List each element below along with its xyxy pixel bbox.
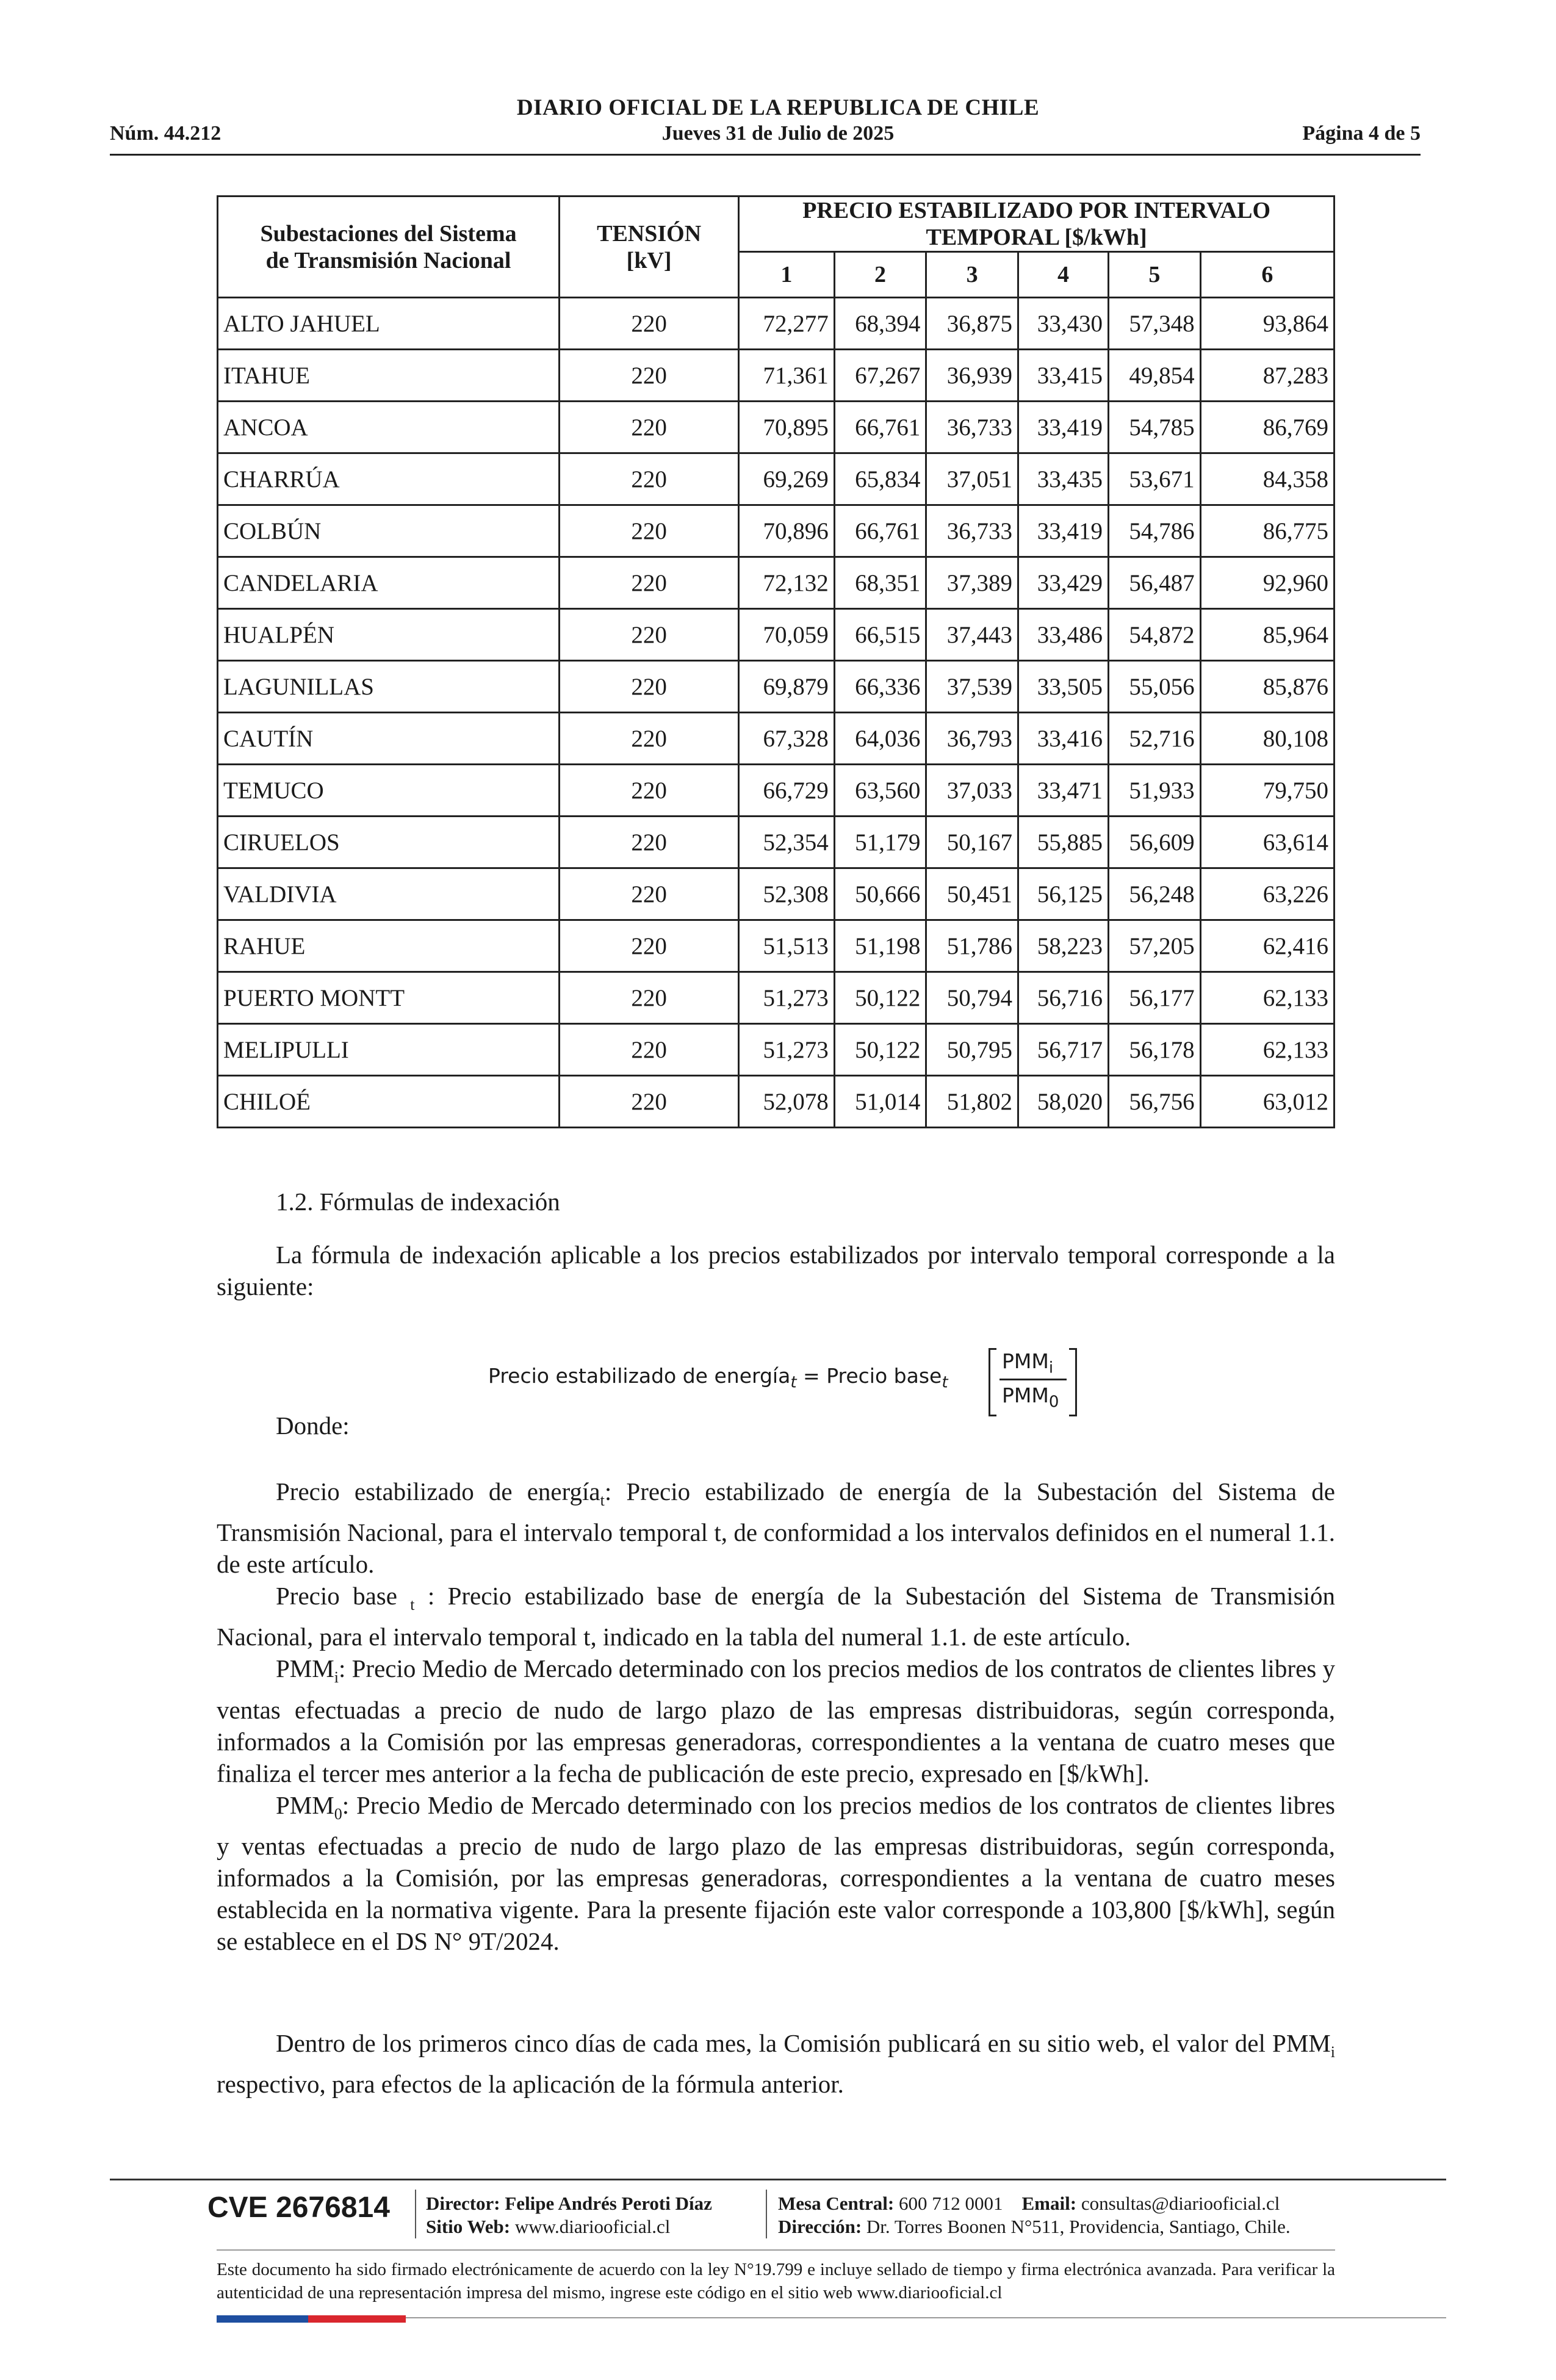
section-heading: 1.2. Fórmulas de indexación [276,1188,560,1216]
voltage-cell: 220 [560,713,739,765]
signature-note: Este documento ha sido firmado electrónicamente de acuerdo con la ley N°19.799 e incluye sellado de tiempo y firma electrónica avanzada. Para verificar la autenticidad de una representación impresa del mismo, ingrese este código en el sitio web www.diariooficial.cl [217,2260,1335,2302]
price-cell: 66,761 [834,505,926,557]
price-cell: 67,328 [739,713,835,765]
substation-name: CHILOÉ [218,1076,560,1128]
formula-denominator: $PMM_0$ [1002,1383,1059,1412]
closing-paragraph: Dentro de los primeros cinco días de cada mes, la Comisión publicará en su sitio web, el valor del $PMM_i$ respectivo, para efectos de la aplicación de la fórmula anterior. [217,2029,1335,2099]
table-row [218,453,1334,505]
price-table [217,195,1335,1128]
price-cell: 49,854 [1109,350,1201,402]
price-cell: 36,875 [926,298,1018,350]
table-row [218,661,1334,713]
price-cell: 69,879 [739,661,835,713]
price-cell: 85,964 [1200,609,1334,661]
substation-name: LAGUNILLAS [218,661,560,713]
table-row [218,1076,1334,1128]
price-cell: 57,205 [1109,920,1201,972]
price-cell: 37,389 [926,557,1018,609]
table-row [218,972,1334,1024]
price-cell: 37,443 [926,609,1018,661]
substation-name: CANDELARIA [218,557,560,609]
table-row [218,817,1334,868]
table-row [218,350,1334,402]
voltage-cell: 220 [560,920,739,972]
price-cell: 63,226 [1200,868,1334,920]
voltage-cell: 220 [560,765,739,817]
newspaper-title: DIARIO OFICIAL DE LA REPUBLICA DE CHILE [516,95,1040,120]
price-cell: 62,133 [1200,1024,1334,1076]
price-cell: 51,179 [834,817,926,868]
price-cell: 33,429 [1018,557,1108,609]
price-cell: 70,896 [739,505,835,557]
email-link[interactable]: consultas@diariooficial.cl [1081,2193,1280,2214]
voltage-cell: 220 [560,661,739,713]
price-cell: 56,487 [1109,557,1201,609]
substation-name: CHARRÚA [218,453,560,505]
intro-paragraph [217,1239,1335,1302]
table-row [218,920,1334,972]
issue-date: Jueves 31 de Julio de 2025 [661,122,895,145]
price-cell: 51,786 [926,920,1018,972]
voltage-cell: 220 [560,350,739,402]
substation-name: CIRUELOS [218,817,560,868]
price-cell: 56,716 [1018,972,1108,1024]
price-cell: 33,435 [1018,453,1108,505]
price-cell: 86,769 [1200,402,1334,453]
price-cell: 64,036 [834,713,926,765]
donde-label: Donde: [276,1412,350,1440]
interval-header: 6 [1200,252,1334,298]
table-row [218,1024,1334,1076]
price-cell: 58,020 [1018,1076,1108,1128]
interval-header: 2 [834,252,926,298]
header-price: PRECIO ESTABILIZADO POR INTERVALO TEMPORAL [$/kWh] [739,197,1334,252]
price-cell: 37,539 [926,661,1018,713]
header-divider [110,154,1421,156]
price-cell: 79,750 [1200,765,1334,817]
interval-header: 4 [1018,252,1108,298]
price-cell: 50,122 [834,1024,926,1076]
price-cell: 68,351 [834,557,926,609]
price-cell: 33,430 [1018,298,1108,350]
voltage-cell: 220 [560,298,739,350]
table-row [218,298,1334,350]
price-cell: 52,354 [739,817,835,868]
price-cell: 33,419 [1018,402,1108,453]
site-link[interactable]: www.diariooficial.cl [514,2216,671,2237]
price-cell: 71,361 [739,350,835,402]
price-cell: 36,939 [926,350,1018,402]
price-cell: 66,336 [834,661,926,713]
phone-number: 600 712 0001 [899,2193,1003,2214]
substation-name: ALTO JAHUEL [218,298,560,350]
voltage-cell: 220 [560,402,739,453]
substation-name: PUERTO MONTT [218,972,560,1024]
price-cell: 63,614 [1200,817,1334,868]
table-row [218,557,1334,609]
price-cell: 92,960 [1200,557,1334,609]
voltage-cell: 220 [560,505,739,557]
price-cell: 70,895 [739,402,835,453]
substation-name: CAUTÍN [218,713,560,765]
footer-director-block: Director: Felipe Andrés Peroti Díaz Sitio Web: www.diariooficial.cl [426,2193,712,2237]
footer-separator [415,2190,416,2238]
price-cell: 84,358 [1200,453,1334,505]
header-voltage: TENSIÓN [kV] [560,197,739,298]
footer-divider-3 [406,2317,1446,2318]
price-cell: 67,267 [834,350,926,402]
price-cell: 33,486 [1018,609,1108,661]
intro-text: La fórmula de indexación aplicable a los precios estabilizados por intervalo temporal corresponde a la siguiente: [217,1241,1335,1300]
definition-pmm-0: $PMM_0$: Precio Medio de Mercado determinado con los precios medios de los contratos de clientes libres y ventas efectuadas a precio de nudo de largo plazo de las empresas distribuidoras, según corresponda, informados a la Comisión, por las empresas generadoras, correspondientes a la ventana de cuatro meses establecida en la normativa vigente. Para la presente fijación este valor corresponde a 103,800 [$/kWh], según se establece en el DS N° 9T/2024. [217,1790,1335,1955]
price-cell: 93,864 [1200,298,1334,350]
price-cell: 72,132 [739,557,835,609]
interval-header: 5 [1109,252,1201,298]
substation-name: MELIPULLI [218,1024,560,1076]
director-name: Felipe Andrés Peroti Díaz [505,2193,712,2214]
definition-pmm-i: $PMM_i$: Precio Medio de Mercado determinado con los precios medios de los contratos de clientes libres y ventas efectuadas a precio de nudo de largo plazo de las empresas distribuidoras, según corresponda, informados a la Comisión por las empresas generadoras, correspondientes a la ventana de cuatro meses que finaliza el tercer mes anterior a la fecha de publicación de este precio, expresado en [$/kWh]. [217,1654,1335,1787]
voltage-cell: 220 [560,557,739,609]
price-cell: 51,933 [1109,765,1201,817]
substation-name: VALDIVIA [218,868,560,920]
footer-divider-2 [217,2249,1335,2251]
substation-name: TEMUCO [218,765,560,817]
price-cell: 36,733 [926,402,1018,453]
page-indicator: Página 4 de 5 [1302,122,1421,145]
price-cell: 57,348 [1109,298,1201,350]
price-cell: 50,794 [926,972,1018,1024]
price-cell: 50,666 [834,868,926,920]
price-cell: 66,761 [834,402,926,453]
header-substation: Subestaciones del Sistema de Transmisión Nacional [218,197,560,298]
substation-name: COLBÚN [218,505,560,557]
price-cell: 33,415 [1018,350,1108,402]
definition-precio-base: Precio base $_t$ : Precio estabilizado base de energía de la Subestación del Sistema de Transmisión Nacional, para el intervalo temporal t, indicado en la tabla del numeral 1.1. de este artículo. [217,1582,1336,1651]
price-cell: 51,513 [739,920,835,972]
price-cell: 54,872 [1109,609,1201,661]
formula-numerator: $PMM_i$ [1002,1349,1054,1377]
table-row [218,868,1334,920]
interval-header: 3 [926,252,1018,298]
price-cell: 52,716 [1109,713,1201,765]
price-cell: 37,033 [926,765,1018,817]
table-row [218,505,1334,557]
voltage-cell: 220 [560,1024,739,1076]
price-cell: 72,277 [739,298,835,350]
substation-name: HUALPÉN [218,609,560,661]
price-cell: 33,419 [1018,505,1108,557]
price-cell: 52,078 [739,1076,835,1128]
price-cell: 33,471 [1018,765,1108,817]
table-row [218,713,1334,765]
price-cell: 58,223 [1018,920,1108,972]
price-cell: 85,876 [1200,661,1334,713]
interval-header: 1 [739,252,835,298]
formula-lhs: Precio estabilizado de energía$_t$ = Precio base$_t$ [488,1364,948,1392]
price-cell: 50,795 [926,1024,1018,1076]
issue-number: Núm. 44.212 [110,122,222,145]
price-cell: 54,786 [1109,505,1201,557]
price-cell: 63,560 [834,765,926,817]
substation-name: ANCOA [218,402,560,453]
voltage-cell: 220 [560,453,739,505]
price-cell: 56,125 [1018,868,1108,920]
address: Dr. Torres Boonen N°511, Providencia, Santiago, Chile. [866,2216,1291,2237]
voltage-cell: 220 [560,868,739,920]
price-cell: 86,775 [1200,505,1334,557]
price-cell: 87,283 [1200,350,1334,402]
price-cell: 51,273 [739,1024,835,1076]
price-cell: 80,108 [1200,713,1334,765]
indexation-formula [488,1346,1098,1419]
price-cell: 51,014 [834,1076,926,1128]
price-cell: 53,671 [1109,453,1201,505]
price-cell: 66,515 [834,609,926,661]
price-cell: 56,609 [1109,817,1201,868]
price-cell: 65,834 [834,453,926,505]
voltage-cell: 220 [560,1076,739,1128]
price-cell: 56,717 [1018,1024,1108,1076]
substation-name: RAHUE [218,920,560,972]
voltage-cell: 220 [560,609,739,661]
price-cell: 50,451 [926,868,1018,920]
substation-name: ITAHUE [218,350,560,402]
price-cell: 66,729 [739,765,835,817]
price-cell: 69,269 [739,453,835,505]
price-cell: 33,416 [1018,713,1108,765]
price-cell: 36,793 [926,713,1018,765]
table-row [218,765,1334,817]
price-cell: 55,885 [1018,817,1108,868]
price-cell: 33,505 [1018,661,1108,713]
price-cell: 54,785 [1109,402,1201,453]
price-cell: 56,756 [1109,1076,1201,1128]
footer-contact-block: Mesa Central: 600 712 0001 Email: consultas@diariooficial.cl Dirección: Dr. Torres Boonen N°511, Providencia, Santiago, Chile. [778,2193,1291,2237]
table-row [218,609,1334,661]
price-cell: 62,416 [1200,920,1334,972]
table-row [218,402,1334,453]
price-cell: 62,133 [1200,972,1334,1024]
footer-divider [110,2179,1446,2180]
price-cell: 55,056 [1109,661,1201,713]
footer-blue-bar [217,2315,308,2323]
cve-code: CVE 2676814 [207,2191,390,2224]
price-cell: 37,051 [926,453,1018,505]
price-cell: 56,248 [1109,868,1201,920]
price-cell: 70,059 [739,609,835,661]
price-cell: 52,308 [739,868,835,920]
footer-red-bar [308,2315,406,2323]
price-cell: 51,198 [834,920,926,972]
price-cell: 56,177 [1109,972,1201,1024]
voltage-cell: 220 [560,972,739,1024]
price-cell: 51,802 [926,1076,1018,1128]
price-cell: 63,012 [1200,1076,1334,1128]
definition-precio-estabilizado: Precio estabilizado de energía$_t$: Precio estabilizado de energía de la Subestación del Sistema de Transmisión Nacional, para el intervalo temporal t, de conformidad a los intervalos definidos en el numeral 1.1. de este artículo. [217,1477,1335,1579]
price-cell: 51,273 [739,972,835,1024]
price-cell: 36,733 [926,505,1018,557]
price-cell: 50,167 [926,817,1018,868]
price-cell: 68,394 [834,298,926,350]
footer-separator [766,2190,767,2238]
definitions [217,1476,1335,1957]
price-cell: 50,122 [834,972,926,1024]
price-cell: 56,178 [1109,1024,1201,1076]
voltage-cell: 220 [560,817,739,868]
